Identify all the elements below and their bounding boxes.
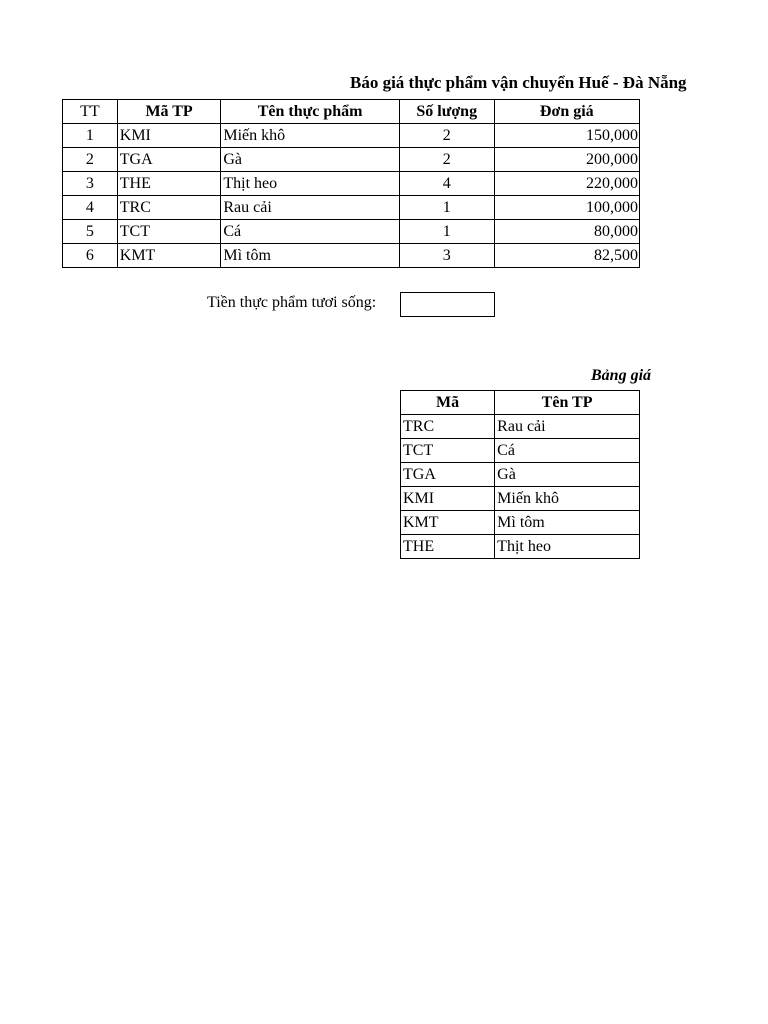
lookup-table-title: Bảng giá xyxy=(591,367,652,384)
cell-ten-thuc-pham[interactable]: Thịt heo xyxy=(221,172,399,196)
cell-ma-tp[interactable]: KMI xyxy=(117,124,221,148)
cell-don-gia[interactable]: 150,000 xyxy=(494,124,639,148)
cell-ma-tp[interactable]: TRC xyxy=(117,196,221,220)
lookup-table xyxy=(400,390,640,559)
cell-don-gia[interactable]: 200,000 xyxy=(494,148,639,172)
sheet-title: Báo giá thực phẩm vận chuyển Huế - Đà Nẵng xyxy=(350,73,687,92)
cell-ma-tp[interactable]: TCT xyxy=(117,220,221,244)
header-ten-tp[interactable]: Tên TP xyxy=(495,391,640,415)
cell-tt[interactable]: 2 xyxy=(63,148,118,172)
table-row xyxy=(401,463,640,487)
table-row xyxy=(63,244,640,268)
cell-don-gia[interactable]: 220,000 xyxy=(494,172,639,196)
table-row xyxy=(63,148,640,172)
table-row xyxy=(401,487,640,511)
table-row xyxy=(63,172,640,196)
cell-don-gia[interactable]: 80,000 xyxy=(494,220,639,244)
cell-so-luong[interactable]: 3 xyxy=(399,244,494,268)
cell-ten-tp[interactable]: Thịt heo xyxy=(495,535,640,559)
cell-so-luong[interactable]: 1 xyxy=(399,220,494,244)
cell-ma[interactable]: TRC xyxy=(401,415,495,439)
header-ma[interactable]: Mã xyxy=(401,391,495,415)
price-table xyxy=(62,99,640,268)
cell-ten-thuc-pham[interactable]: Gà xyxy=(221,148,399,172)
fresh-food-total-cell[interactable] xyxy=(400,292,495,317)
cell-ten-tp[interactable]: Rau cải xyxy=(495,415,640,439)
table-row xyxy=(401,535,640,559)
cell-ten-tp[interactable]: Miến khô xyxy=(495,487,640,511)
table-row xyxy=(401,439,640,463)
header-ten-thuc-pham[interactable]: Tên thực phẩm xyxy=(221,100,399,124)
cell-tt[interactable]: 6 xyxy=(63,244,118,268)
cell-ten-tp[interactable]: Mì tôm xyxy=(495,511,640,535)
cell-so-luong[interactable]: 2 xyxy=(399,124,494,148)
cell-ten-thuc-pham[interactable]: Cá xyxy=(221,220,399,244)
header-tt[interactable]: TT xyxy=(63,100,118,124)
cell-tt[interactable]: 1 xyxy=(63,124,118,148)
cell-ten-tp[interactable]: Cá xyxy=(495,439,640,463)
table-row xyxy=(63,124,640,148)
table-row xyxy=(401,415,640,439)
cell-tt[interactable]: 5 xyxy=(63,220,118,244)
cell-ten-thuc-pham[interactable]: Miến khô xyxy=(221,124,399,148)
cell-ma[interactable]: TCT xyxy=(401,439,495,463)
table-row xyxy=(63,196,640,220)
cell-so-luong[interactable]: 2 xyxy=(399,148,494,172)
header-ma-tp[interactable]: Mã TP xyxy=(117,100,221,124)
cell-ten-thuc-pham[interactable]: Rau cải xyxy=(221,196,399,220)
price-table-header-row xyxy=(63,100,640,124)
table-row xyxy=(63,220,640,244)
cell-don-gia[interactable]: 100,000 xyxy=(494,196,639,220)
cell-tt[interactable]: 3 xyxy=(63,172,118,196)
header-don-gia[interactable]: Đơn giá xyxy=(494,100,639,124)
cell-ma[interactable]: KMI xyxy=(401,487,495,511)
cell-ten-tp[interactable]: Gà xyxy=(495,463,640,487)
cell-ten-thuc-pham[interactable]: Mì tôm xyxy=(221,244,399,268)
cell-ma[interactable]: TGA xyxy=(401,463,495,487)
cell-so-luong[interactable]: 1 xyxy=(399,196,494,220)
cell-ma-tp[interactable]: KMT xyxy=(117,244,221,268)
cell-ma-tp[interactable]: TGA xyxy=(117,148,221,172)
fresh-food-total-label: Tiền thực phẩm tươi sống: xyxy=(207,294,377,311)
cell-so-luong[interactable]: 4 xyxy=(399,172,494,196)
cell-don-gia[interactable]: 82,500 xyxy=(494,244,639,268)
cell-ma-tp[interactable]: THE xyxy=(117,172,221,196)
cell-tt[interactable]: 4 xyxy=(63,196,118,220)
cell-ma[interactable]: THE xyxy=(401,535,495,559)
cell-ma[interactable]: KMT xyxy=(401,511,495,535)
header-so-luong[interactable]: Số lượng xyxy=(399,100,494,124)
lookup-table-header-row xyxy=(401,391,640,415)
table-row xyxy=(401,511,640,535)
